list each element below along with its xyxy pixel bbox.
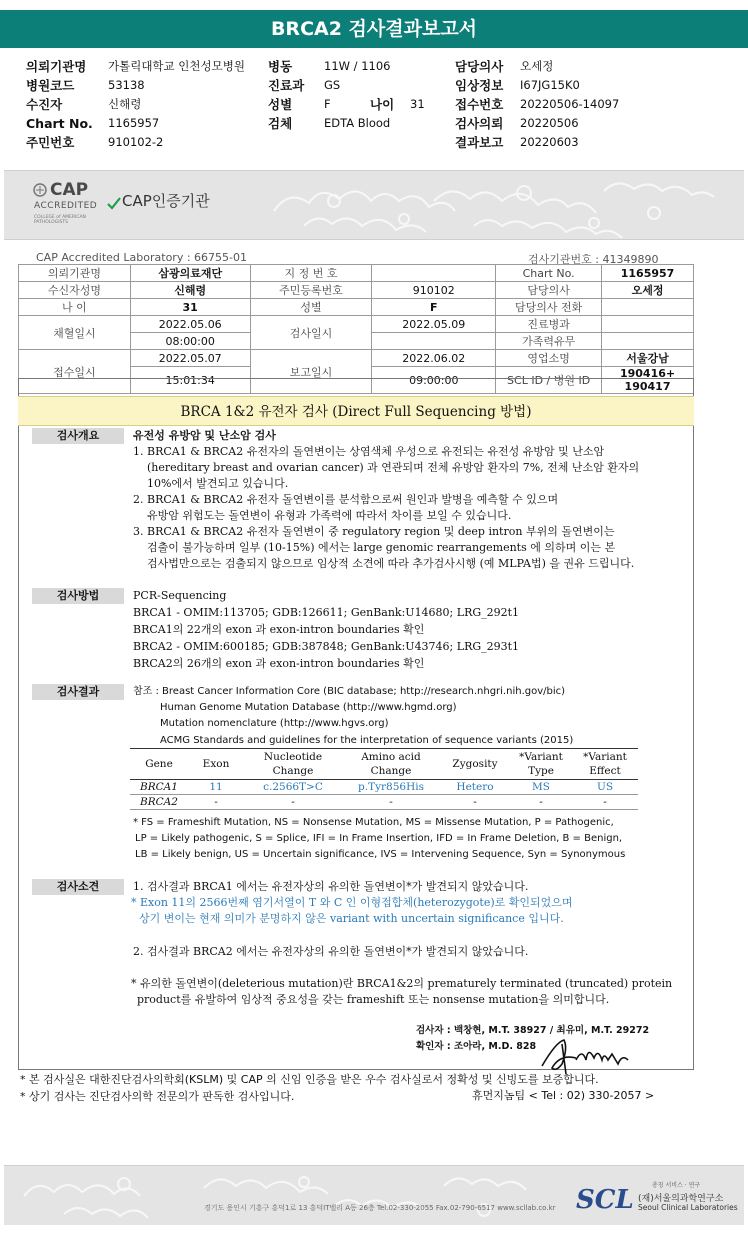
meta-label: Chart No. — [26, 115, 93, 131]
table-cell: p.Tyr856His — [342, 780, 440, 795]
meta-label: 주민번호 — [26, 135, 75, 151]
overview-line: (hereditary breast and ovarian cancer) 과 연관되며 전체 유방암 환자의 7%, 전체 난소암 환자의 — [147, 461, 640, 474]
meta-value: 신해령 — [108, 96, 142, 111]
opinion-line: product를 유발하여 임상적 중요성을 갖는 frameshift 또는 nonsense mutation을 의미합니다. — [137, 993, 610, 1006]
meta-value: 오세정 — [520, 58, 554, 73]
abbreviation-note: * FS = Frameshift Mutation, NS = Nonsense Mutation, MS = Missense Mutation, P = Pathogenic, — [133, 817, 614, 828]
meta-value: 20220506-14097 — [520, 96, 620, 111]
info-value: 09:00:00 — [372, 367, 496, 394]
checkmark-icon — [106, 197, 122, 211]
column-header: Amino acid Change — [342, 749, 440, 780]
contact-info: 휴먼지놈팀 < Tel : 02) 330-2057 > — [472, 1089, 655, 1102]
meta-col-1 — [26, 56, 245, 152]
table-cell: - — [572, 795, 638, 810]
column-header: Gene — [130, 749, 188, 780]
meta-value: GS — [324, 77, 341, 92]
cap-seal-icon — [32, 181, 48, 201]
meta-label: 의뢰기관명 — [26, 58, 87, 74]
info-label: 의뢰기관명 — [19, 265, 131, 282]
cap-logo-text: CAP — [50, 180, 89, 200]
info-value: F — [372, 299, 496, 316]
meta-label: 병원코드 — [26, 77, 75, 93]
scl-english-name: Seoul Clinical Laboratories — [638, 1203, 738, 1212]
accreditation-note: * 본 검사실은 대한진단검사의학회(KSLM) 및 CAP 의 신임 인증을 받은 우수 검사실로서 정확성 및 신빙도를 보증합니다. — [20, 1073, 599, 1086]
cap-lab-number: CAP Accredited Laboratory : 66755-01 — [36, 251, 247, 264]
section-label-opinion: 검사소견 — [32, 879, 124, 895]
overview-line: 10%에서 발견되고 있습니다. — [147, 477, 289, 490]
info-value: 08:00:00 — [130, 333, 250, 350]
table-row — [19, 265, 694, 282]
meta-value: F — [324, 96, 331, 111]
overview-line: 3. BRCA1 & BRCA2 유전자 돌연변이 중 regulatory region 및 deep intron 부위의 돌연변이는 — [133, 525, 615, 538]
table-cell: - — [510, 795, 572, 810]
overview-line: 2. BRCA1 & BRCA2 유전자 돌연변이를 분석함으로써 원인과 발병을 예측할 수 있으며 — [133, 493, 559, 506]
table-cell: MS — [510, 780, 572, 795]
info-label: 지 정 번 호 — [250, 265, 372, 282]
info-value: 15:01:34 — [130, 367, 250, 394]
overview-heading: 유전성 유방암 및 난소암 검사 — [133, 429, 276, 442]
cap-title: CAP인증기관 — [122, 192, 210, 210]
info-label: SCL ID / 병원 ID — [496, 367, 602, 394]
info-value — [602, 299, 694, 316]
info-value: 2022.06.02 — [372, 350, 496, 367]
table-cell: 11 — [188, 780, 244, 795]
opinion-line: * Exon 11의 2566번째 염기서열이 T 와 C 인 이형접합체(heterozygote)로 확인되었으며 — [131, 896, 573, 909]
meta-value: 1165957 — [108, 116, 160, 131]
info-value: 서울강남 — [602, 350, 694, 367]
meta-value: 31 — [410, 96, 425, 111]
info-label: 채혈일시 — [19, 316, 131, 350]
cap-banner — [4, 170, 744, 240]
table-cell: BRCA2 — [130, 795, 188, 810]
cap-logo-sub: ACCREDITED — [34, 201, 98, 211]
patient-info-table — [18, 264, 694, 394]
opinion-line: * 유의한 돌연변이(deleterious mutation)란 BRCA1&2의 prematurely terminated (truncated) protein — [131, 977, 673, 990]
table-header-row — [130, 749, 638, 780]
table-cell: c.2566T>C — [244, 780, 342, 795]
column-header: *Variant Effect — [572, 749, 638, 780]
meta-col-3 — [455, 56, 619, 152]
section-label-method: 검사방법 — [32, 588, 124, 604]
abbreviation-note: LP = Likely pathogenic, S = Splice, IFI = In Frame Insertion, IFD = In Frame Deletion, B = Benign, — [135, 833, 623, 844]
meta-label: 검체 — [268, 116, 293, 132]
meta-label: 임상정보 — [455, 77, 504, 93]
info-label: 진료병과 — [496, 316, 602, 333]
info-label: Chart No. — [496, 265, 602, 282]
table-cell: - — [342, 795, 440, 810]
meta-value: EDTA Blood — [324, 116, 391, 131]
table-row — [19, 350, 694, 367]
meta-label: 결과보고 — [455, 135, 504, 151]
method-line: BRCA1의 22개의 exon 과 exon-intron boundaries 확인 — [133, 623, 425, 636]
table-cell: - — [440, 795, 510, 810]
abbreviation-note: LB = Likely benign, US = Uncertain significance, IVS = Intervening Sequence, Syn = Synonymous — [135, 849, 626, 860]
opinion-line: 1. 검사결과 BRCA1 에서는 유전자상의 유의한 돌연변이*가 발견되지 않았습니다. — [133, 880, 529, 893]
reference-line: ACMG Standards and guidelines for the interpretation of sequence variants (2015) — [160, 735, 574, 746]
meta-col-2 — [268, 56, 425, 133]
table-cell: US — [572, 780, 638, 795]
info-value — [602, 316, 694, 333]
info-value: 2022.05.06 — [130, 316, 250, 333]
reading-note: * 상기 검사는 진단검사의학 전문의가 판독한 검사입니다. — [20, 1090, 295, 1103]
method-line: BRCA2의 26개의 exon 과 exon-intron boundaries 확인 — [133, 657, 425, 670]
scl-tagline: 총칭 서비스 · 연구 — [652, 1182, 701, 1189]
info-label: 보고일시 — [250, 350, 372, 394]
method-line: PCR-Sequencing — [133, 589, 227, 602]
overview-line: 검출이 불가능하며 일부 (10-15%) 에서는 large genomic rearrangements 에 의하며 이는 본 — [147, 541, 616, 554]
table-row — [19, 299, 694, 316]
opinion-line: 2. 검사결과 BRCA2 에서는 유전자상의 유의한 돌연변이*가 발견되지 않았습니다. — [133, 945, 529, 958]
table-cell: BRCA1 — [130, 780, 188, 795]
table-cell: - — [244, 795, 342, 810]
info-value — [372, 333, 496, 350]
info-value: 1165957 — [602, 265, 694, 282]
info-label: 가족력유무 — [496, 333, 602, 350]
info-label: 담당의사 — [496, 282, 602, 299]
scl-logo: SCL — [576, 1185, 634, 1215]
meta-label: 담당의사 — [455, 58, 504, 74]
meta-label: 병동 — [268, 58, 293, 74]
confirmer: 확인자 : 조아라, M.D. 828 — [416, 1041, 537, 1052]
meta-label: 접수번호 — [455, 96, 504, 112]
overview-line: 유방암 위험도는 돌연변이 유형과 가족력에 따라서 차이를 보일 수 있습니다. — [147, 509, 512, 522]
meta-label: 수진자 — [26, 96, 63, 112]
column-header: Exon — [188, 749, 244, 780]
table-row — [19, 282, 694, 299]
info-label: 성별 — [250, 299, 372, 316]
cap-logo — [32, 179, 120, 231]
info-value: 오세정 — [602, 282, 694, 299]
info-value: 2022.05.09 — [372, 316, 496, 333]
info-value: 910102 — [372, 282, 496, 299]
info-value: 신해령 — [130, 282, 250, 299]
table-row — [130, 780, 638, 795]
info-label: 담당의사 전화 — [496, 299, 602, 316]
column-header: Zygosity — [440, 749, 510, 780]
info-label: 나 이 — [19, 299, 131, 316]
table-row — [130, 795, 638, 810]
meta-label: 진료과 — [268, 77, 305, 93]
column-header: *Variant Type — [510, 749, 572, 780]
meta-value: 가톨릭대학교 인천성모병원 — [108, 58, 245, 73]
meta-value: 20220506 — [520, 116, 579, 131]
reference-line: Mutation nomenclature (http://www.hgvs.org) — [160, 718, 389, 729]
table-cell: Hetero — [440, 780, 510, 795]
meta-value: 20220603 — [520, 135, 579, 150]
reference-line: Human Genome Mutation Database (http://www.hgmd.org) — [160, 702, 457, 713]
meta-label: 검사의뢰 — [455, 116, 504, 132]
column-header: Nucleotide Change — [244, 749, 342, 780]
info-label: 검사일시 — [250, 316, 372, 350]
method-line: BRCA1 - OMIM:113705; GDB:126611; GenBank:U14680; LRG_292t1 — [133, 606, 520, 619]
report-section-title: BRCA 1&2 유전자 검사 (Direct Full Sequencing 방법) — [18, 396, 694, 426]
section-label-overview: 검사개요 — [32, 428, 124, 444]
meta-value: I67JG15K0 — [520, 77, 580, 92]
variant-result-table — [130, 748, 638, 810]
cap-logo-small: COLLEGE of AMERICAN PATHOLOGISTS — [34, 215, 86, 225]
meta-label: 성별 — [268, 96, 293, 112]
meta-value: 910102-2 — [108, 135, 164, 150]
scl-address: 경기도 용인시 기흥구 흥덕1로 13 흥덕IT밸리 A동 26층 Tel.02-330-2055 Fax.02-790-6517 www.scllab.co.kr — [204, 1204, 556, 1212]
info-label: 주민등록번호 — [250, 282, 372, 299]
scl-footer-banner — [4, 1165, 744, 1225]
reference-line: 참조 : Breast Cancer Information Core (BIC database; http://research.nhgri.nih.gov/bic) — [133, 686, 566, 697]
overview-line: 1. BRCA1 & BRCA2 유전자의 돌연변이는 상염색체 우성으로 유전되는 유전성 유방암 및 난소암 — [133, 445, 605, 458]
table-row — [19, 316, 694, 333]
info-value: 31 — [130, 299, 250, 316]
info-value: 2022.05.07 — [130, 350, 250, 367]
meta-label: 나이 — [370, 96, 395, 112]
section-label-result: 검사결과 — [32, 684, 124, 700]
table-cell: - — [188, 795, 244, 810]
info-value: 190416+ 190417 — [602, 367, 694, 394]
info-value — [372, 265, 496, 282]
info-label: 접수일시 — [19, 350, 131, 394]
info-value: 삼광의료재단 — [130, 265, 250, 282]
opinion-line: 상기 변이는 현재 의미가 분명하지 않은 variant with uncertain significance 입니다. — [139, 912, 564, 925]
info-label: 수신자성명 — [19, 282, 131, 299]
institution-number: 검사기관번호 : 41349890 — [528, 253, 659, 266]
overview-line: 검사법만으로는 검출되지 않으므로 임상적 소견에 따라 추가검사시행 (예 MLPA법) 을 권유 드립니다. — [147, 557, 635, 570]
meta-value: 11W / 1106 — [324, 58, 391, 73]
examiner: 검사자 : 백창현, M.T. 38927 / 최유미, M.T. 29272 — [416, 1025, 650, 1036]
info-label: 영업소명 — [496, 350, 602, 367]
info-value — [602, 333, 694, 350]
report-title: BRCA2 검사결과보고서 — [0, 10, 748, 48]
method-line: BRCA2 - OMIM:600185; GDB:387848; GenBank:U43746; LRG_293t1 — [133, 640, 520, 653]
scl-name: (재)서울의과학연구소 — [638, 1194, 724, 1204]
meta-value: 53138 — [108, 77, 145, 92]
